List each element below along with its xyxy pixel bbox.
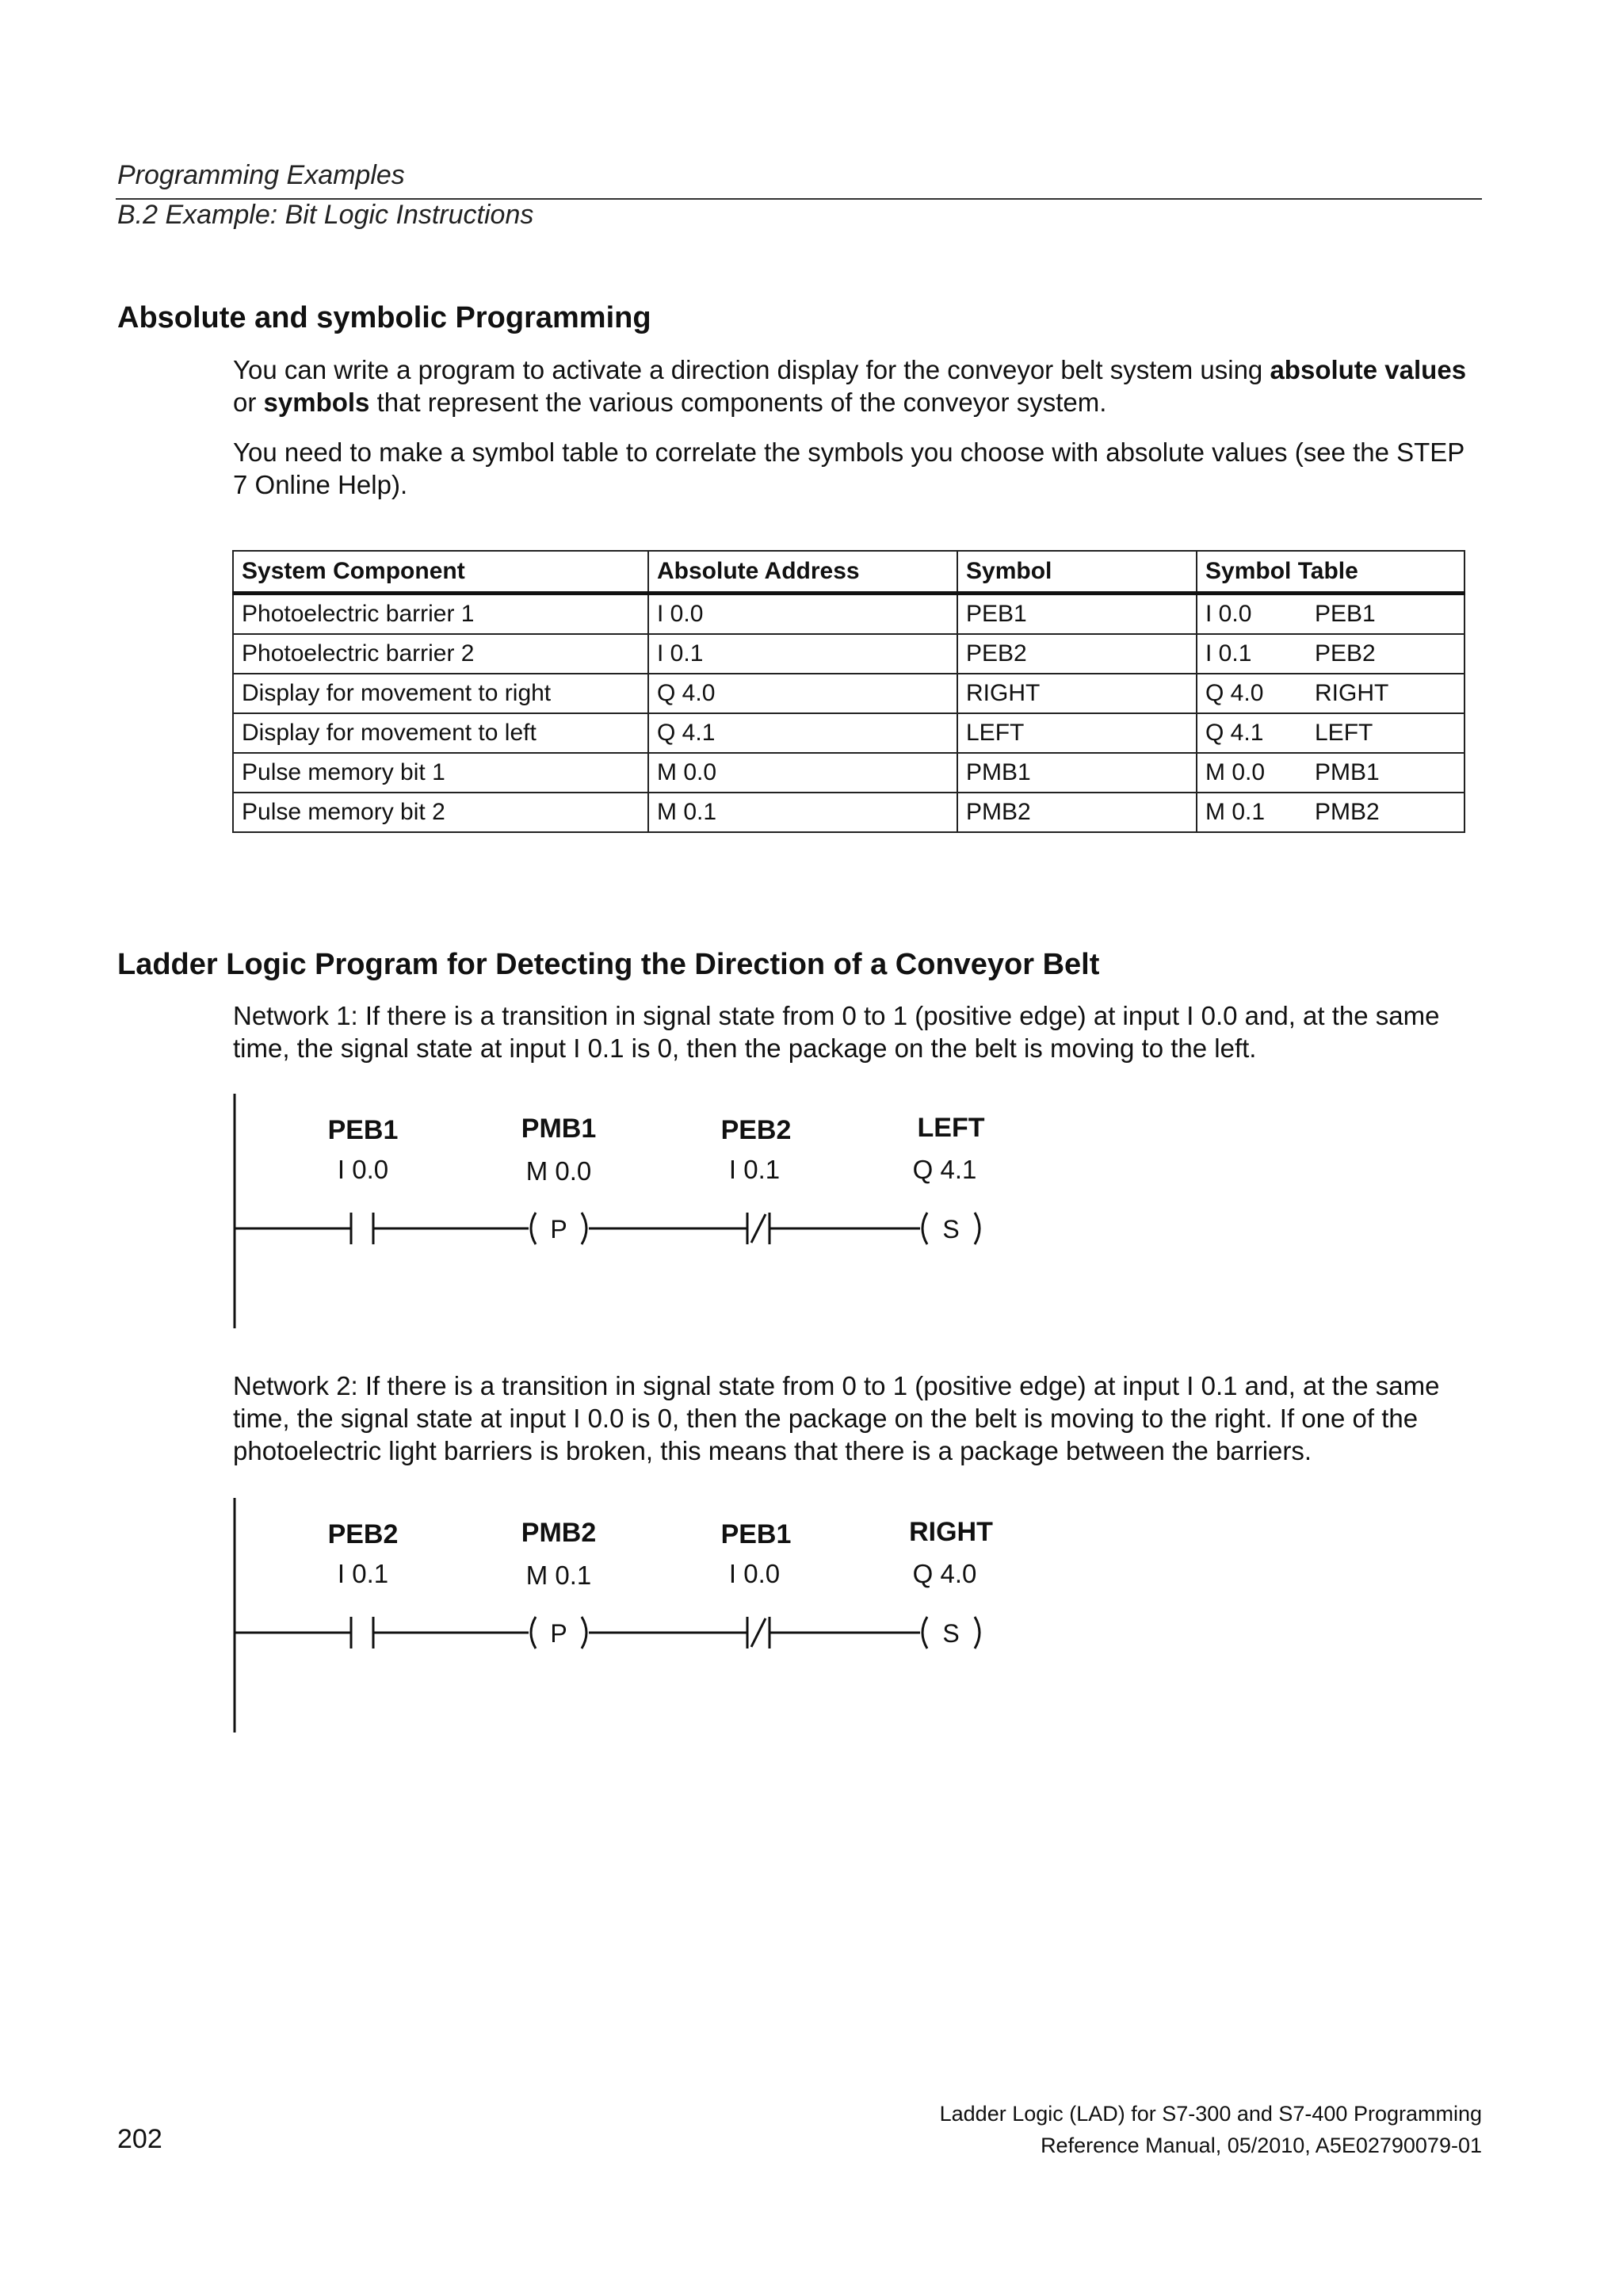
st-symbol: RIGHT <box>1315 680 1389 706</box>
header-symbol: Symbol <box>957 551 1197 594</box>
intro-bold-symbols: symbols <box>263 388 370 417</box>
intro-text-1: You can write a program to activate a direction display for the conveyor belt system using <box>233 355 1270 384</box>
cell-component: Photoelectric barrier 2 <box>233 634 648 674</box>
cell-symbol-table <box>1197 634 1465 674</box>
edge-symbol: PMB1 <box>521 1114 597 1144</box>
edge-coil-left-arc <box>531 1213 536 1244</box>
cell-symbol: PMB1 <box>957 753 1197 793</box>
cell-symbol: PEB2 <box>957 634 1197 674</box>
running-header-chapter: Programming Examples <box>117 160 405 190</box>
cell-symbol-table <box>1197 713 1465 753</box>
table-row <box>233 753 1465 793</box>
st-address: Q 4.1 <box>1205 720 1264 746</box>
cell-address: M 0.1 <box>648 793 957 832</box>
st-address: Q 4.0 <box>1205 680 1264 706</box>
network2-description: Network 2: If there is a transition in signal state from 0 to 1 (positive edge) at input I 0.1 and, at the same time, the signal state at input I 0.0 is 0, then the package on the belt is moving to the right. If one of the photoelectric light barriers is broken, this means that there is a package between the barriers. <box>233 1371 1440 1465</box>
st-address: M 0.0 <box>1205 759 1266 785</box>
set-coil-right-arc <box>975 1213 980 1244</box>
ladder-diagram-network-1 <box>0 1094 1109 1347</box>
intro-paragraph <box>233 353 1485 418</box>
page-number: 202 <box>117 2124 162 2154</box>
coil-symbol: LEFT <box>917 1113 985 1143</box>
contact1-address: I 0.1 <box>337 1559 389 1588</box>
edge-letter: P <box>550 1215 567 1244</box>
cell-symbol: LEFT <box>957 713 1197 753</box>
header-symbol-table: Symbol Table <box>1197 551 1465 594</box>
contact1-address: I 0.0 <box>337 1155 389 1184</box>
set-coil-right-arc <box>975 1617 980 1648</box>
contact1-symbol: PEB2 <box>327 1519 399 1549</box>
contact2-symbol: PEB2 <box>720 1115 792 1145</box>
table-header-row <box>233 551 1465 594</box>
cell-component: Display for movement to left <box>233 713 648 753</box>
edge-address: M 0.1 <box>525 1561 592 1590</box>
cell-symbol-table <box>1197 793 1465 832</box>
cell-address: Q 4.1 <box>648 713 957 753</box>
intro-text-2: or <box>233 388 264 417</box>
cell-component: Pulse memory bit 1 <box>233 753 648 793</box>
intro-text-3: that represent the various components of the conveyor system. <box>369 388 1107 417</box>
st-symbol: PMB2 <box>1315 799 1380 825</box>
cell-component: Photoelectric barrier 1 <box>233 594 648 635</box>
coil-symbol: RIGHT <box>909 1517 993 1547</box>
contact1-symbol: PEB1 <box>327 1115 399 1145</box>
edge-symbol: PMB2 <box>521 1518 597 1548</box>
set-coil-left-arc <box>922 1617 927 1648</box>
coil-letter: S <box>942 1215 960 1244</box>
footer-manual-title: Ladder Logic (LAD) for S7-300 and S7-400 Programming <box>939 2102 1482 2126</box>
table-row <box>233 594 1465 635</box>
edge-coil-left-arc <box>531 1617 536 1648</box>
st-address: M 0.1 <box>1205 799 1266 825</box>
cell-address: M 0.0 <box>648 753 957 793</box>
edge-coil-right-arc <box>582 1617 586 1648</box>
st-symbol: PEB1 <box>1315 601 1376 627</box>
table-row <box>233 713 1465 753</box>
cell-symbol-table <box>1197 594 1465 635</box>
contact2-address: I 0.0 <box>728 1559 781 1588</box>
cell-address: I 0.0 <box>648 594 957 635</box>
contact2-address: I 0.1 <box>728 1155 781 1184</box>
cell-symbol: PEB1 <box>957 594 1197 635</box>
st-symbol: PMB1 <box>1315 759 1380 785</box>
contact2-symbol: PEB1 <box>720 1519 792 1549</box>
cell-address: Q 4.0 <box>648 674 957 713</box>
cell-symbol: RIGHT <box>957 674 1197 713</box>
set-coil-left-arc <box>922 1213 927 1244</box>
section-title-programming: Absolute and symbolic Programming <box>117 301 651 334</box>
contact-nc-slash <box>751 1214 766 1243</box>
cell-symbol: PMB2 <box>957 793 1197 832</box>
st-symbol: LEFT <box>1315 720 1373 746</box>
st-symbol: PEB2 <box>1315 640 1376 667</box>
symbol-table <box>232 550 1465 833</box>
header-system-component: System Component <box>233 551 648 594</box>
ladder-diagram-network-2 <box>0 1498 1109 1752</box>
table-row <box>233 634 1465 674</box>
table-row <box>233 793 1465 832</box>
coil-letter: S <box>942 1619 960 1648</box>
running-header-section: B.2 Example: Bit Logic Instructions <box>117 200 534 230</box>
symbol-table-paragraph: You need to make a symbol table to correlate the symbols you choose with absolute values (see the STEP 7 Online Help). <box>233 437 1465 499</box>
coil-address: Q 4.1 <box>912 1155 977 1184</box>
cell-symbol-table <box>1197 753 1465 793</box>
cell-component: Display for movement to right <box>233 674 648 713</box>
contact-nc-slash <box>751 1618 766 1647</box>
edge-address: M 0.0 <box>525 1156 592 1186</box>
edge-coil-right-arc <box>582 1213 586 1244</box>
edge-letter: P <box>550 1619 567 1648</box>
header-absolute-address: Absolute Address <box>648 551 957 594</box>
table-row <box>233 674 1465 713</box>
st-address: I 0.1 <box>1205 640 1252 667</box>
intro-bold-absolute: absolute values <box>1270 355 1467 384</box>
footer-manual-edition: Reference Manual, 05/2010, A5E02790079-01 <box>1041 2134 1482 2157</box>
coil-address: Q 4.0 <box>912 1559 977 1588</box>
section-title-ladder-logic: Ladder Logic Program for Detecting the Direction of a Conveyor Belt <box>117 948 1100 981</box>
st-address: I 0.0 <box>1205 601 1252 627</box>
cell-component: Pulse memory bit 2 <box>233 793 648 832</box>
cell-address: I 0.1 <box>648 634 957 674</box>
network1-description: Network 1: If there is a transition in signal state from 0 to 1 (positive edge) at input I 0.0 and, at the same time, the signal state at input I 0.1 is 0, then the package on the belt is moving to the left. <box>233 1001 1440 1063</box>
cell-symbol-table <box>1197 674 1465 713</box>
